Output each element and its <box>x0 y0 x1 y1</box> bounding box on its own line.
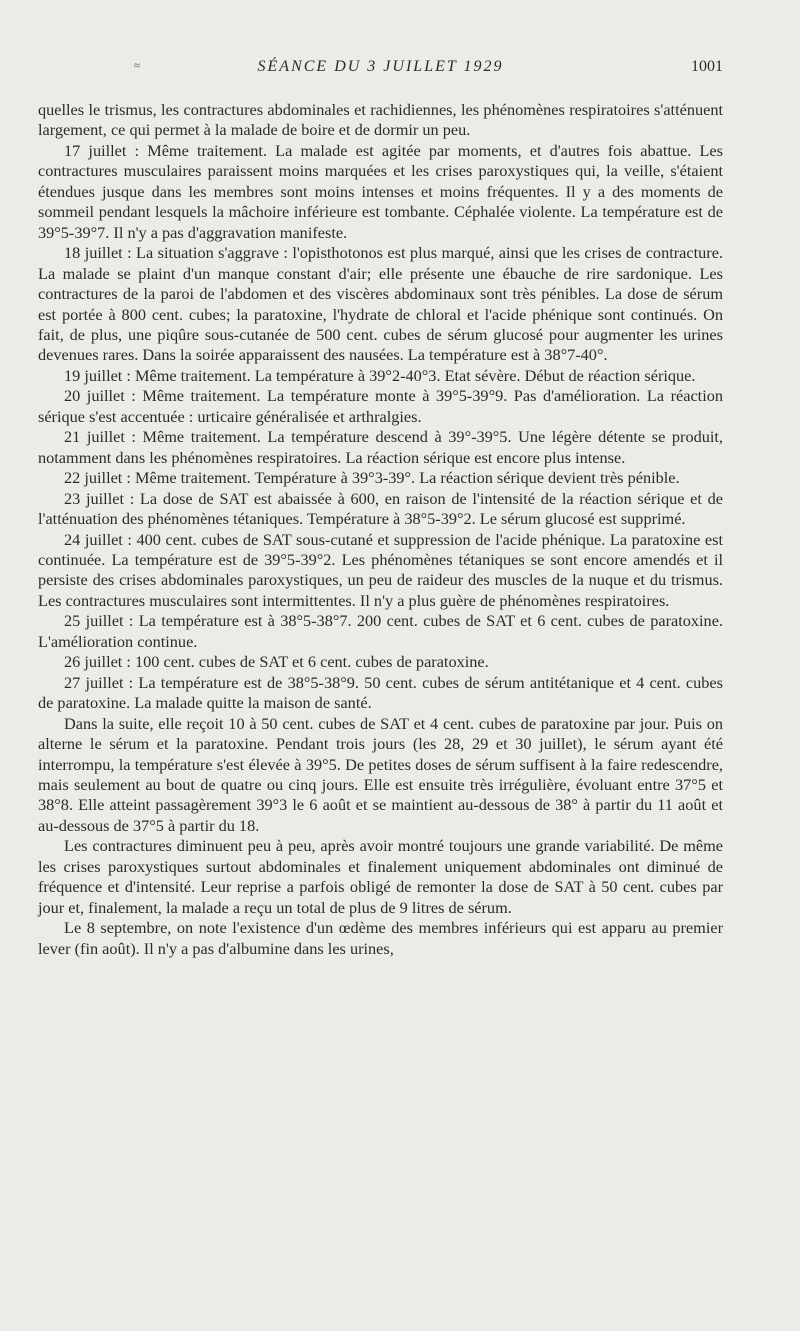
paragraph: Dans la suite, elle reçoit 10 à 50 cent. cubes de SAT et 4 cent. cubes de paratoxine par jour. Puis on alterne le sérum et la paratoxine. Pendant trois jours (les 28, 29 et 30 juillet), le sérum ayant été interrompu, la température s'est élevée à 39°5. De petites doses de sérum suffisent à la faire redescendre, mais seulement au bout de quatre ou cinq jours. Elle est ensuite très irrégulière, évoluant entre 37°5 et 38°8. Elle atteint passagèrement 39°3 le 6 août et se maintient au-dessous de 38° à partir du 11 août et au-dessous de 37°5 à partir du 18. <box>38 713 723 835</box>
paragraph: 22 juillet : Même traitement. Température à 39°3-39°. La réaction sérique devient très pénible. <box>64 468 680 488</box>
paragraph: 21 juillet : Même traitement. La température descend à 39°-39°5. Une légère détente se produit, notamment dans les phénomènes respiratoires. La réaction sérique est encore plus intense. <box>38 427 723 467</box>
paragraph: Les contractures diminuent peu à peu, après avoir montré toujours une grande variabilité. De même les crises paroxystiques surtout abdominales et finalement uniquement abdominales ont diminué de fréquence et d'intensité. Leur reprise a parfois obligé de remonter la dose de SAT à 50 cent. cubes par jour et, finalement, la malade a reçu un total de plus de 9 litres de sérum. <box>38 836 723 917</box>
page-number: 1001 <box>691 58 723 75</box>
page-header <box>38 58 723 82</box>
running-title: SÉANCE DU 3 JUILLET 1929 <box>257 58 504 75</box>
body-text <box>38 100 723 959</box>
paragraph: 19 juillet : Même traitement. La température à 39°2-40°3. Etat sévère. Début de réaction sérique. <box>64 365 696 385</box>
paragraph: 25 juillet : La température est à 38°5-38°7. 200 cent. cubes de SAT et 6 cent. cubes de paratoxine. L'amélioration continue. <box>38 611 723 651</box>
paragraph: 24 juillet : 400 cent. cubes de SAT sous-cutané et suppression de l'acide phénique. La paratoxine est continuée. La température est de 39°5-39°2. Les phénomènes tétaniques se sont encore amendés et il persiste des crises abdominales paroxystiques, un peu de raideur des muscles de la nuque et du trismus. Les contractures musculaires sont intermittentes. Il n'y a plus guère de phénomènes respiratoires. <box>38 529 723 610</box>
paragraph: 20 juillet : Même traitement. La température monte à 39°5-39°9. Pas d'amélioration. La réaction sérique s'est accentuée : urticaire généralisée et arthralgies. <box>38 386 723 426</box>
paragraph: quelles le trismus, les contractures abdominales et rachidiennes, les phénomènes respiratoires s'atténuent largement, ce qui permet à la malade de boire et de dormir un peu. <box>38 100 723 140</box>
paragraph: 26 juillet : 100 cent. cubes de SAT et 6 cent. cubes de paratoxine. <box>64 652 489 672</box>
header-mark: ≈ <box>134 60 141 72</box>
paragraph: 18 juillet : La situation s'aggrave : l'opisthotonos est plus marqué, ainsi que les crises de contracture. La malade se plaint d'un manque constant d'air; elle présente une ébauche de rire sardonique. Les contractures de la paroi de l'abdomen et des viscères abdominaux sont très pénibles. La dose de sérum est portée à 800 cent. cubes; la paratoxine, l'hydrate de chloral et l'acide phénique sont continués. On fait, de plus, une piqûre sous-cutanée de 500 cent. cubes de sérum glucosé pour augmenter les urines devenues rares. Dans la soirée apparaissent des nausées. La température est à 38°7-40°. <box>38 243 723 365</box>
paragraph: Le 8 septembre, on note l'existence d'un œdème des membres inférieurs qui est apparu au premier lever (fin août). Il n'y a pas d'albumine dans les urines, <box>38 918 723 958</box>
paragraph: 27 juillet : La température est de 38°5-38°9. 50 cent. cubes de sérum antitétanique et 4 cent. cubes de paratoxine. La malade quitte la maison de santé. <box>38 672 723 713</box>
paragraph: 17 juillet : Même traitement. La malade est agitée par moments, et d'autres fois abattue. Les contractures musculaires paraissent moins marquées et les crises paroxystiques qui, la veille, s'étaient étendues jusque dans les membres sont moins intenses et moins fréquentes. Il y a des moments de sommeil pendant lesquels la mâchoire inférieure est tombante. Céphalée violente. La température est de 39°5-39°7. Il n'y a pas d'aggravation manifeste. <box>38 140 723 242</box>
paragraph: 23 juillet : La dose de SAT est abaissée à 600, en raison de l'intensité de la réaction sérique et de l'atténuation des phénomènes tétaniques. Température à 38°5-39°2. Le sérum glucosé est supprimé. <box>38 488 723 529</box>
